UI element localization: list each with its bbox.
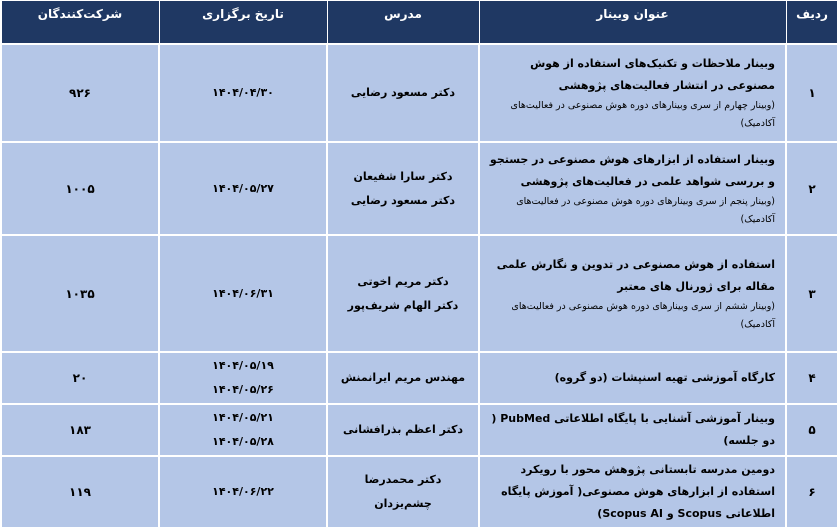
instructor-cell [327, 44, 479, 142]
webinar-title: وبینار استفاده از ابزارهای هوش مصنوعی در جستجو و بررسی شواهد علمی در فعالیت‌های پژوهشی [489, 152, 775, 188]
instructor-cell [327, 456, 479, 528]
date-cell [159, 235, 327, 352]
webinar-title-cell [479, 142, 786, 235]
participants-count: ۹۲۶ [1, 44, 159, 142]
instructor-name: مهندس مریم ایرانمنش [340, 371, 466, 384]
event-date: ۱۴۰۴/۰۵/۲۱ [212, 411, 274, 424]
date-cell [159, 404, 327, 456]
header-title: عنوان وبینار [479, 1, 786, 45]
instructor-name: دکتر محمدرضا [364, 473, 442, 486]
instructor-name: دکتر اعظم بذرافشانی [342, 423, 464, 436]
table-row [1, 235, 837, 352]
date-cell [159, 142, 327, 235]
table-row [1, 456, 837, 528]
webinar-title: وبینار ملاحظات و تکنیک‌های استفاده از هوش مصنوعی در انتشار فعالیت‌های پژوهشی [530, 57, 775, 92]
webinar-title: دومین مدرسه تابستانی پژوهش محور با رویکرد استفاده از ابزارهای هوش مصنوعی( آموزش پایگاه اطلاعاتی Scopus و Scopus AI) [501, 463, 775, 520]
header-row-number: ردیف [786, 1, 837, 45]
instructor-name: دکتر مریم اخوتی [357, 274, 449, 288]
row-number: ۵ [786, 404, 837, 456]
instructor-name: دکتر الهام شریف‌پور [347, 298, 459, 312]
row-number: ۳ [786, 235, 837, 352]
instructor-cell [327, 404, 479, 456]
instructor-cell [327, 352, 479, 404]
table-header-row [1, 1, 837, 45]
event-date: ۱۴۰۴/۰۵/۲۷ [212, 181, 274, 195]
event-date: ۱۴۰۴/۰۵/۱۹ [212, 359, 274, 372]
header-participants: شرکت‌کنندگان [1, 1, 159, 45]
row-number: ۶ [786, 456, 837, 528]
row-number: ۴ [786, 352, 837, 404]
table-row [1, 352, 837, 404]
header-date: تاریخ برگزاری [159, 1, 327, 45]
instructor-name: دکتر مسعود رضایی [350, 193, 456, 207]
instructor-cell [327, 235, 479, 352]
date-cell [159, 44, 327, 142]
event-date: ۱۴۰۴/۰۵/۲۶ [212, 383, 274, 396]
webinar-title-cell [479, 404, 786, 456]
participants-count: ۲۰ [1, 352, 159, 404]
webinar-title-cell [479, 456, 786, 528]
instructor-name: دکتر سارا شفیعان [353, 169, 453, 183]
table-row [1, 44, 837, 142]
table-row [1, 404, 837, 456]
webinar-title-cell [479, 352, 786, 404]
webinar-subtitle: (وبینار ششم از سری وبینارهای دوره هوش مصنوعی در فعالیت‌های آکادمیک) [511, 300, 775, 330]
instructor-name: چشم‌یزدان [374, 497, 432, 510]
webinar-title: وبینار آموزشی آشنایی با پایگاه اطلاعاتی PubMed ( دو جلسه) [491, 412, 775, 447]
webinar-subtitle: (وبینار چهارم از سری وبینارهای دوره هوش مصنوعی در فعالیت‌های آکادمیک) [510, 100, 775, 129]
webinar-subtitle: (وبینار پنجم از سری وبینارهای دوره هوش مصنوعی در فعالیت‌های آکادمیک) [516, 195, 775, 225]
date-cell [159, 352, 327, 404]
header-instructor: مدرس [327, 1, 479, 45]
instructor-name: دکتر مسعود رضایی [350, 86, 456, 99]
participants-count: ۱۸۳ [1, 404, 159, 456]
webinar-title: استفاده از هوش مصنوعی در تدوین و نگارش علمی مقاله برای ژورنال های معتبر [496, 257, 775, 293]
table-row [1, 142, 837, 235]
webinar-title: کارگاه آموزشی تهیه اسنپشات (دو گروه) [554, 371, 775, 384]
date-cell [159, 456, 327, 528]
event-date: ۱۴۰۴/۰۶/۳۱ [212, 286, 274, 300]
row-number: ۲ [786, 142, 837, 235]
row-number: ۱ [786, 44, 837, 142]
instructor-cell [327, 142, 479, 235]
event-date: ۱۴۰۴/۰۵/۲۸ [212, 435, 274, 448]
participants-count: ۱۰۳۵ [1, 235, 159, 352]
participants-count: ۱۰۰۵ [1, 142, 159, 235]
webinar-title-cell [479, 235, 786, 352]
webinar-title-cell [479, 44, 786, 142]
participants-count: ۱۱۹ [1, 456, 159, 528]
event-date: ۱۴۰۴/۰۶/۲۲ [212, 485, 274, 498]
event-date: ۱۴۰۴/۰۴/۳۰ [212, 86, 274, 99]
